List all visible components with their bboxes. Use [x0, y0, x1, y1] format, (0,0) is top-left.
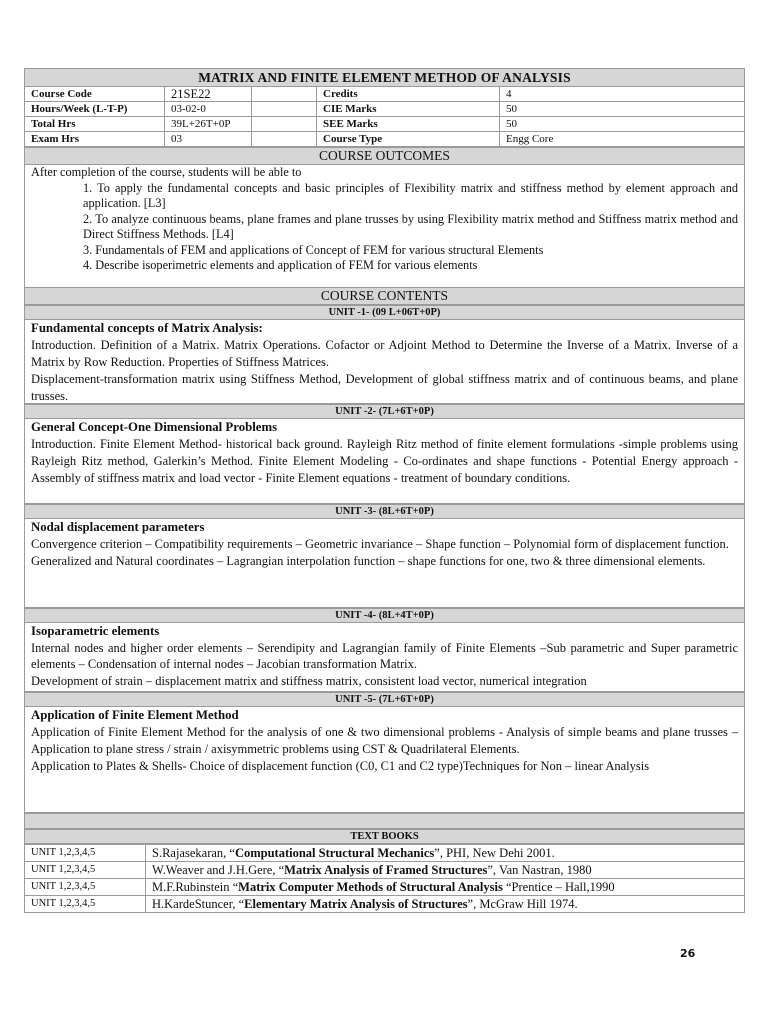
info-value: 39L+26T+0P [165, 117, 252, 132]
info-label: Hours/Week (L-T-P) [25, 102, 165, 117]
info-label: CIE Marks [317, 102, 500, 117]
course-title: MATRIX AND FINITE ELEMENT METHOD OF ANALYSIS [25, 68, 744, 87]
unit-heading: Nodal displacement parameters [31, 520, 205, 534]
info-label: Course Code [25, 87, 165, 102]
book-title: Matrix Analysis of Framed Structures [284, 863, 488, 877]
unit-4-label: UNIT -4- (8L+4T+0P) [25, 608, 744, 623]
unit-5-body [25, 707, 744, 813]
outcomes-list [31, 181, 738, 274]
unit-heading: Application of Finite Element Method [31, 708, 239, 722]
info-value: 03-02-0 [165, 102, 252, 117]
book-units: UNIT 1,2,3,4,5 [25, 845, 146, 862]
outcome-item: 3. Fundamentals of FEM and applications of Concept of FEM for various structural Elements [83, 242, 544, 257]
info-row [25, 87, 744, 102]
info-row [25, 117, 744, 132]
unit-paragraph: Application of Finite Element Method for the analysis of one & two dimensional problems - Analysis of simple beams and plane trusses – Application to plane stress / strain / axisymmetric problems using CST & Quadrilateral Elements. [31, 725, 738, 756]
outcome-item: 4. Describe isoperimetric elements and application of FEM for various elements [83, 258, 478, 272]
info-value: 03 [165, 132, 252, 147]
info-value: 4 [500, 87, 745, 102]
book-row [25, 845, 744, 862]
book-citation [146, 879, 745, 896]
book-authors: H.KardeStuncer, “ [152, 897, 245, 911]
unit-2-label: UNIT -2- (7L+6T+0P) [25, 404, 744, 419]
page-number: 26 [680, 947, 696, 960]
course-outcomes [25, 165, 744, 287]
unit-4-body [25, 623, 744, 692]
unit-paragraph: Application to Plates & Shells- Choice of displacement function (C0, C1 and C2 type)Techniques for Non – linear Analysis [31, 759, 650, 773]
unit-paragraph: Introduction. Definition of a Matrix. Matrix Operations. Cofactor or Adjoint Method to Determine the Inverse of a Matrix. Inverse of a Matrix by Row Reduction. Properties of Stiffness Matrices. [31, 338, 738, 369]
book-title: Elementary Matrix Analysis of Structures [244, 897, 468, 911]
info-value: Engg Core [500, 132, 745, 147]
info-row [25, 102, 744, 117]
unit-paragraph: Generalized and Natural coordinates – Lagrangian interpolation function – shape functions for one, two & three dimensional elements. [31, 554, 706, 568]
course-info-table [25, 87, 744, 147]
book-authors: W.Weaver and J.H.Gere, “ [152, 863, 285, 877]
info-label: Credits [317, 87, 500, 102]
book-citation [146, 862, 745, 879]
unit-1-label: UNIT -1- (09 L+06T+0P) [25, 305, 744, 320]
book-authors: S.Rajasekaran, “ [152, 846, 235, 860]
unit-paragraph: Convergence criterion – Compatibility requirements – Geometric invariance – Shape function – Polynomial form of displacement function. [31, 537, 729, 551]
unit-heading: Isoparametric elements [31, 624, 160, 638]
info-spacer [252, 102, 317, 117]
syllabus-sheet [24, 68, 745, 913]
info-label: Course Type [317, 132, 500, 147]
book-publisher: ”, McGraw Hill 1974. [467, 897, 578, 911]
book-units: UNIT 1,2,3,4,5 [25, 896, 146, 913]
unit-heading: General Concept-One Dimensional Problems [31, 420, 278, 434]
book-authors: M.F.Rubinstein “ [152, 880, 239, 894]
text-books-table [25, 844, 744, 913]
book-units: UNIT 1,2,3,4,5 [25, 862, 146, 879]
unit-paragraph: Introduction. Finite Element Method- historical back ground. Rayleigh Ritz method of finite element formulations -simple problems using Rayleigh Ritz method, Galerkin’s Method. Finite Element Modeling - Co-ordinates and shape functions - Potential Energy approach - Assembly of stiffness matrix and load vector - Finite Element equations - treatment of boundary conditions. [31, 437, 738, 485]
book-title: Matrix Computer Methods of Structural Analysis [238, 880, 503, 894]
book-row [25, 879, 744, 896]
book-publisher: ”, PHI, New Dehi 2001. [434, 846, 555, 860]
unit-paragraph: Development of strain – displacement matrix and stiffness matrix, consistent load vector, numerical integration [31, 673, 587, 688]
course-outcomes-heading: COURSE OUTCOMES [25, 147, 744, 165]
unit-3-body [25, 519, 744, 608]
book-row [25, 862, 744, 879]
unit-5-label: UNIT -5- (7L+6T+0P) [25, 692, 744, 707]
book-publisher: “Prentice – Hall,1990 [502, 880, 615, 894]
info-label: Total Hrs [25, 117, 165, 132]
unit-1-body [25, 320, 744, 404]
spacer-band [25, 813, 744, 829]
info-value: 21SE22 [165, 87, 252, 102]
info-value: 50 [500, 117, 745, 132]
book-units: UNIT 1,2,3,4,5 [25, 879, 146, 896]
outcomes-lead: After completion of the course, students will be able to [31, 165, 302, 179]
info-spacer [252, 117, 317, 132]
course-contents-heading: COURSE CONTENTS [25, 287, 744, 305]
text-books-heading: TEXT BOOKS [25, 829, 744, 844]
info-label: SEE Marks [317, 117, 500, 132]
unit-paragraph: Displacement-transformation matrix using Stiffness Method, Development of global stiffness matrix and of continuous beams, and plane trusses. [31, 372, 738, 403]
unit-paragraph: Internal nodes and higher order elements – Serendipity and Lagrangian family of Finite Elements –Sub parametric and Super parametric elements – Condensation of internal nodes – Jacobian transformation Matrix. [31, 640, 738, 671]
info-spacer [252, 132, 317, 147]
unit-2-body [25, 419, 744, 504]
info-spacer [252, 87, 317, 102]
info-label: Exam Hrs [25, 132, 165, 147]
book-citation [146, 845, 745, 862]
book-citation [146, 896, 745, 913]
unit-heading: Fundamental concepts of Matrix Analysis: [31, 321, 263, 335]
info-value: 50 [500, 102, 745, 117]
outcome-item: 2. To analyze continuous beams, plane frames and plane trusses by using Flexibility matrix method and Stiffness matrix method and Direct Stiffness Methods. [L4] [83, 211, 738, 241]
book-publisher: ”, Van Nastran, 1980 [487, 863, 592, 877]
book-title: Computational Structural Mechanics [234, 846, 435, 860]
info-row [25, 132, 744, 147]
unit-3-label: UNIT -3- (8L+6T+0P) [25, 504, 744, 519]
outcome-item: 1. To apply the fundamental concepts and basic principles of Flexibility matrix and stiffness method by element approach and application. [L3] [83, 180, 738, 210]
book-row [25, 896, 744, 913]
